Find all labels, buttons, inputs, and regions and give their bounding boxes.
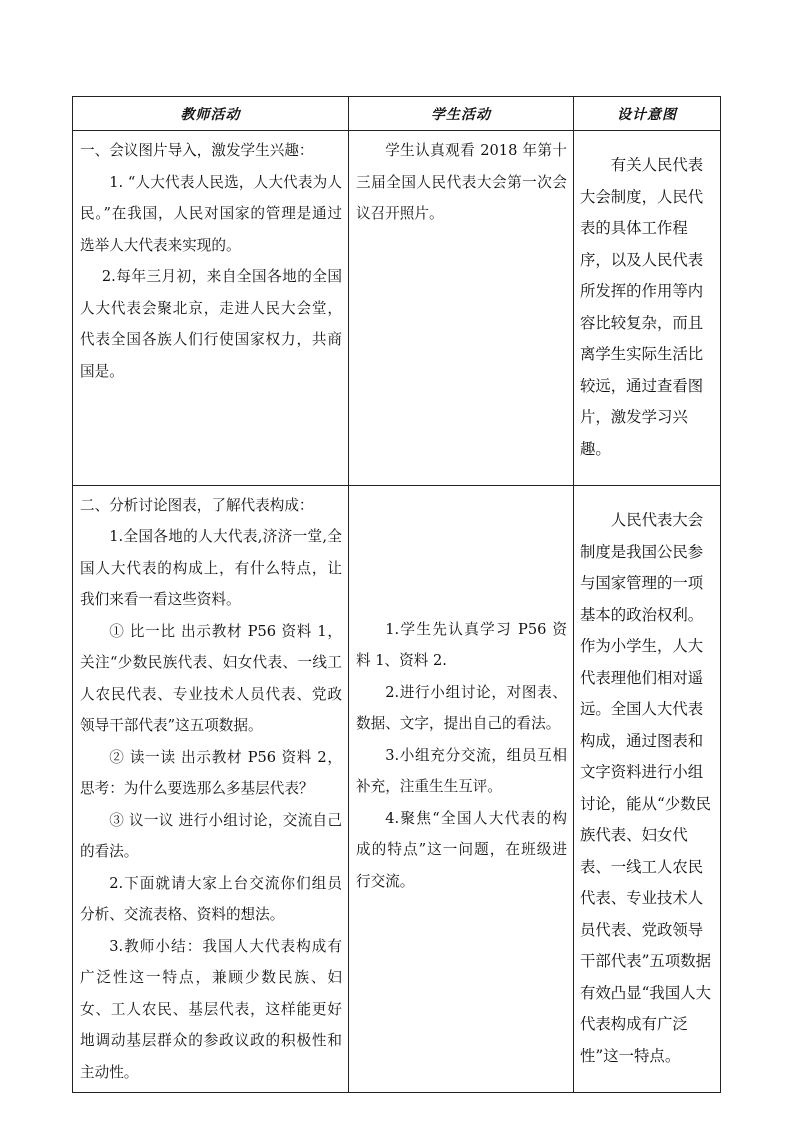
paragraph: 1.学生先认真学习 P56 资料 1、资料 2. — [356, 620, 567, 670]
paragraph: 学生认真观看 2018 年第十三届全国人民代表大会第一次会议召开照片。 — [356, 142, 567, 222]
paragraph: 有关人民代表大会制度，人民代表的具体工作程序，以及人民代表所发挥的作用等内容比较复杂，而且离学生实际生活比较远，通过查看图片，激发学习兴趣。 — [580, 156, 704, 458]
student-activity-cell — [349, 485, 574, 1093]
section-heading: 一、会议图片导入，激发学生兴趣： — [80, 142, 314, 159]
paragraph: 人民代表大会制度是我国公民参与国家管理的一项基本的政治权利。作为小学生，人大代表理他们相对遥远。全国人大代表构成，通过图表和文字资料进行小组讨论，能从“少数民族代表、妇女代表、一线工人农民代表、专业技术人员代表、党政领导干部代表”五项数据有效凸显“我国人大代表构成有广泛性”这一特点。 — [580, 511, 711, 1065]
header-row — [73, 97, 721, 131]
paragraph: 2.每年三月初，来自全国各地的全国人大代表会聚北京，走进人民大会堂，代表全国各族人们行使国家权力，共商国是。 — [80, 268, 342, 380]
paragraph: 3.小组充分交流，组员互相补充，注重生生互评。 — [356, 746, 567, 796]
design-intent-cell — [574, 131, 721, 486]
paragraph: 2.进行小组讨论，对图表、数据、文字，提出自己的看法。 — [356, 683, 567, 733]
paragraph: 1. “人大代表人民选，人大代表为人民。”在我国，人民对国家的管理是通过选举人大代表来实现的。 — [80, 173, 342, 254]
paragraph: 4.聚焦“全国人大代表的构成的特点”这一问题，在班级进行交流。 — [356, 809, 567, 890]
student-activity-cell — [349, 131, 574, 486]
paragraph: 2.下面就请大家上台交流你们组员分析、交流表格、资料的想法。 — [80, 874, 342, 924]
lesson-plan-table — [72, 96, 721, 1093]
design-intent-cell — [574, 485, 721, 1093]
paragraph: ② 读一读 出示教材 P56 资料 2，思考：为什么要选那么多基层代表？ — [80, 748, 342, 798]
section-heading: 二、分析讨论图表，了解代表构成： — [80, 496, 314, 514]
paragraph: 3.教师小结：我国人大代表构成有广泛性这一特点，兼顾少数民族、妇女、工人农民、基层代表，这样能更好地调动基层群众的参政议政的积极性和主动性。 — [80, 937, 342, 1081]
header-student-activity: 学生活动 — [349, 97, 574, 131]
header-design-intent: 设计意图 — [574, 97, 721, 131]
teacher-activity-cell — [73, 485, 349, 1093]
table-row — [73, 485, 721, 1093]
paragraph: ① 比一比 出示教材 P56 资料 1，关注“少数民族代表、妇女代表、一线工人农民代表、专业技术人员代表、党政领导干部代表”这五项数据。 — [80, 622, 342, 735]
header-teacher-activity: 教师活动 — [73, 97, 349, 131]
paragraph: 1.全国各地的人大代表,济济一堂,全国人大代表的构成上，有什么特点，让我们来看一看这些资料。 — [80, 528, 342, 609]
table-row — [73, 131, 721, 486]
paragraph: ③ 议一议 进行小组讨论，交流自己的看法。 — [80, 811, 342, 861]
teacher-activity-cell — [73, 131, 349, 486]
